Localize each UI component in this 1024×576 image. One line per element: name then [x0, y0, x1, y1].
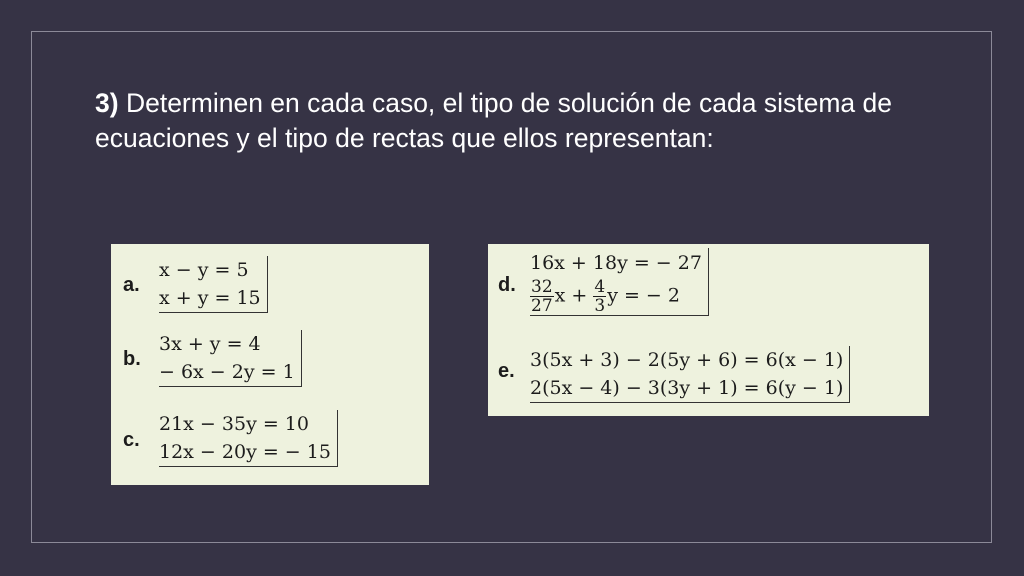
system-c-eq2: 12x − 20y = − 15: [159, 441, 331, 463]
system-d-letter: d.: [498, 274, 516, 296]
system-d-eq1: 16x + 18y = − 27: [530, 252, 702, 274]
system-b-equations: [159, 330, 302, 387]
title-text: Determinen en cada caso, el tipo de solución de cada sistema de ecuaciones y el tipo de rectas que ellos representan:: [95, 88, 892, 153]
system-b-eq2: − 6x − 2y = 1: [159, 361, 295, 383]
system-b-eq1: 3x + y = 4: [159, 333, 261, 355]
equations-panel-left: [111, 244, 429, 485]
system-d-eq2-end: y = − 2: [607, 284, 680, 307]
system-a-eq1: x − y = 5: [159, 259, 249, 281]
system-c-letter: c.: [123, 429, 140, 451]
system-a-equations: [159, 256, 268, 313]
system-a-eq2: x + y = 15: [159, 287, 261, 309]
fraction-4-3: $\frac{4}{3}$: [594, 277, 606, 316]
system-c-equations: [159, 410, 338, 467]
slide-title: [95, 86, 895, 156]
system-b-letter: b.: [123, 348, 141, 370]
fraction-32-27: $\frac{32}{27}$: [531, 277, 553, 316]
system-a-letter: a.: [123, 274, 140, 296]
title-number: 3): [95, 88, 119, 118]
system-d-eq2: [530, 278, 702, 315]
system-c-eq1: 21x − 35y = 10: [159, 413, 309, 435]
system-e-letter: e.: [498, 360, 515, 382]
system-d-eq2-mid: x +: [554, 284, 588, 307]
equations-panel-right: [488, 244, 929, 416]
system-d-equations: [530, 248, 709, 316]
system-e-eq2: 2(5x − 4) − 3(3y + 1) = 6(y − 1): [530, 377, 844, 399]
system-e-eq1: 3(5x + 3) − 2(5y + 6) = 6(x − 1): [530, 349, 844, 371]
system-e-equations: [530, 346, 850, 403]
